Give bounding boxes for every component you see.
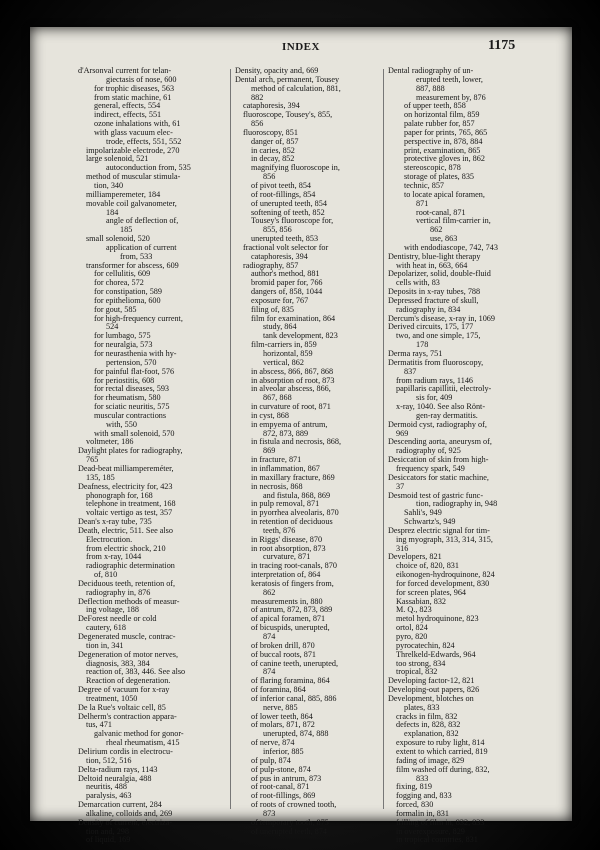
index-entry: Dercum's disease, x-ray in, 1069 — [388, 313, 495, 323]
index-entry: of broken drill, 870 — [251, 640, 315, 650]
index-entry: Density of current, electriza- — [78, 817, 173, 827]
index-entry: filing of, 835 — [251, 304, 294, 314]
index-entry: Desprez electric signal for tim- — [388, 525, 490, 535]
index-entry: fading of image, 829 — [396, 755, 465, 765]
index-entry: method of calculation, 881, — [251, 83, 341, 93]
index-entry: for periostitis, 608 — [94, 375, 155, 385]
index-entry: for epithelioma, 600 — [94, 295, 161, 305]
index-entry: pertension, 570 — [106, 357, 157, 367]
index-entry: for chorea, 572 — [94, 278, 144, 288]
index-entry: of antrum, 872, 873, 889 — [251, 605, 333, 615]
index-entry: author's method, 881 — [251, 269, 320, 279]
index-entry: radiography in, 834 — [396, 304, 461, 314]
index-entry: in tropical countries, 831 — [396, 835, 478, 845]
index-entry: in caries, 852 — [251, 145, 295, 155]
index-entry: fluoroscope, Tousey's, 855, — [243, 110, 333, 120]
index-entry: of apical foramen, 871 — [251, 614, 326, 624]
index-entry: fractional volt selector for — [243, 242, 329, 252]
index-entry: for constipation, 589 — [94, 287, 162, 297]
index-entry: from, 533 — [120, 251, 153, 261]
index-entry: unerupted, 874, 888 — [263, 729, 329, 739]
index-entry: 867, 868 — [263, 393, 292, 403]
index-entry: autoconduction from, 535 — [106, 163, 191, 173]
index-entry: small solenoid, 520 — [86, 234, 150, 244]
index-entry: eikonogen-hydroquinone, 824 — [396, 570, 495, 580]
index-entry: 862 — [430, 225, 443, 235]
index-entry: x-ray, 1040. See also Rönt- — [396, 402, 486, 412]
index-entry: Deafness, electricity for, 423 — [78, 481, 173, 491]
index-entry: in absorption of root, 873 — [251, 375, 335, 385]
index-entry: tion, radiography in, 948 — [416, 499, 498, 509]
index-entry: 874 — [263, 632, 276, 641]
index-entry: of roots of crowned tooth, — [251, 800, 337, 810]
index-entry: voltaic vertigo as test, 357 — [86, 508, 173, 518]
index-entry: Delherm's contraction appara- — [78, 711, 177, 721]
index-entry: tus, 471 — [86, 720, 112, 730]
index-entry: 856 — [263, 172, 276, 182]
index-entry: 874 — [263, 667, 276, 677]
index-entry: in overexposure, 829 — [396, 826, 465, 836]
index-entry: cracks in film, 832 — [396, 711, 458, 721]
index-entry: Desiccators for static machine, — [388, 472, 489, 482]
index-entry: 871 — [416, 198, 429, 208]
index-entry: tion and, 298 — [86, 826, 129, 836]
index-entry: Developers, 821 — [388, 552, 442, 562]
index-entry: tion, 512, 516 — [86, 755, 132, 765]
index-entry: vertical film-carrier in, — [416, 216, 491, 226]
index-entry: for screen plates, 964 — [396, 587, 467, 597]
index-entry: neuritis, 488 — [86, 782, 127, 792]
index-entry: of molars, 871, 872 — [251, 720, 315, 730]
index-entry: 37 — [396, 481, 405, 491]
index-entry: Deciduous teeth, retention of, — [78, 578, 176, 588]
index-entry: DeForest needle or cold — [78, 614, 157, 624]
index-entry: ortol, 824 — [396, 623, 428, 633]
index-entry: of nerve, 874 — [251, 738, 295, 748]
index-entry: tropical, 832 — [396, 667, 438, 677]
page-number: 1175 — [488, 38, 516, 53]
index-entry: fixing, 819 — [396, 782, 432, 792]
index-entry: use, 863 — [430, 234, 458, 244]
index-entry: curvature, 871 — [263, 552, 311, 562]
index-entry: of liquid, 169 — [86, 835, 131, 845]
index-entry: gen-ray dermatitis. — [416, 410, 478, 420]
index-entry: 765 — [86, 455, 99, 465]
index-entry: exposure for, 767 — [251, 295, 309, 305]
index-entry: frilling of film in, 832, 833 — [396, 817, 485, 827]
index-entry: plates, 833 — [404, 702, 440, 712]
index-entry: ozone inhalations with, 61 — [94, 119, 181, 129]
index-entry: general, effects, 554 — [94, 101, 161, 111]
index-entry: Daylight plates for radiography, — [78, 446, 183, 456]
index-entry: of buccal roots, 871 — [251, 649, 317, 659]
index-entry: root-canal, 871 — [416, 207, 466, 217]
index-entry: Desmoid test of gastric func- — [388, 490, 484, 500]
index-entry: application of current — [106, 242, 177, 252]
index-entry: for sciatic neuritis, 575 — [94, 402, 170, 412]
index-entry: in Riggs' disease, 870 — [251, 534, 323, 544]
index-entry: Development, blotches on — [388, 693, 474, 703]
index-entry: from electric shock, 210 — [86, 543, 166, 553]
index-entry: erupted teeth, lower, — [416, 74, 483, 84]
index-entry: Threlkeld-Edwards, 964 — [396, 649, 476, 659]
book-page — [30, 27, 572, 845]
index-entry: in decay, 852 — [251, 154, 295, 164]
index-entry: forced, 830 — [396, 800, 434, 810]
index-entry: papillaris capillitii, electroly- — [396, 384, 492, 394]
index-entry: for lumbago, 575 — [94, 331, 151, 341]
index-entry: diagnosis, 383, 384 — [86, 658, 150, 668]
index-entry: in pulp removal, 871 — [251, 499, 320, 509]
index-entry: 862 — [263, 587, 276, 597]
index-entry: of root-fillings, 854 — [251, 189, 316, 199]
index-entry: with endodiascope, 742, 743 — [404, 242, 498, 252]
index-entry: of upper teeth, 858 — [404, 101, 466, 111]
index-entry: measurements in, 880 — [251, 596, 323, 606]
index-entry: De la Rue's voltaic cell, 85 — [78, 702, 166, 712]
index-entry: Delta-radium rays, 1143 — [78, 764, 158, 774]
index-entry: for forced development, 830 — [396, 578, 490, 588]
index-entry: Deposits in x-ray tubes, 788 — [388, 287, 481, 297]
index-entry: of temporary tooth, 875 — [251, 817, 329, 827]
index-entry: 524 — [106, 322, 119, 332]
index-entry: impolarizable electrode, 270 — [86, 145, 180, 155]
index-entry: print, examination, 865 — [404, 145, 481, 155]
index-entry: magnifying fluoroscope in, — [251, 163, 340, 173]
index-entry: cataphoresis, 394 — [243, 101, 300, 111]
index-entry: Death, electric, 511. See also — [78, 525, 173, 535]
index-entry: of foramina, 864 — [251, 685, 306, 695]
index-entry: angle of deflection of, — [106, 216, 179, 226]
index-entry: tion, 340 — [94, 180, 124, 190]
index-entry: film for examination, 864 — [251, 313, 336, 323]
index-entry: tion in, 341 — [86, 640, 124, 650]
index-entry: fluoroscopy, 851 — [243, 127, 298, 137]
index-entry: dangers of, 858, 1044 — [251, 287, 323, 297]
index-entry: radiography of, 925 — [396, 446, 461, 456]
index-entry: danger of, 857 — [251, 136, 299, 146]
index-entry: 178 — [416, 340, 429, 350]
index-entry: interpretation of, 864 — [251, 570, 321, 580]
index-entry: with small solenoid, 570 — [94, 428, 175, 438]
index-entry: Schwartz's, 949 — [404, 517, 456, 527]
index-entry: perspective in, 878, 884 — [404, 136, 483, 146]
index-entry: for high-frequency current, — [94, 313, 183, 323]
index-entry: exposure to ruby light, 814 — [396, 738, 485, 748]
index-entry: ing voltage, 188 — [86, 605, 139, 615]
index-entry: for cellulitis, 609 — [94, 269, 151, 279]
index-entry: 869 — [263, 446, 276, 456]
index-entry: sis for, 409 — [416, 393, 453, 403]
index-entry: Dean's x-ray tube, 735 — [78, 517, 152, 527]
index-entry: Tousey's fluoroscope for, — [251, 216, 334, 226]
index-entry: phonograph for, 168 — [86, 490, 153, 500]
index-entry: of root-fillings, 869 — [251, 791, 316, 801]
index-entry: method of muscular stimula- — [86, 172, 181, 182]
index-entry: in necrosis, 868 — [251, 481, 303, 491]
index-column-middle — [235, 67, 413, 836]
index-entry: 872, 873, 889 — [263, 428, 309, 438]
index-entry: in inflammation, 867 — [251, 463, 320, 473]
index-entry: in retention of deciduous — [251, 517, 333, 527]
index-entry: study, 864 — [263, 322, 297, 332]
index-entry: telephone in treatment, 168 — [86, 499, 176, 509]
index-entry: to locate apical foramen, — [404, 189, 485, 199]
index-entry: Electrocution. — [86, 534, 133, 544]
index-entry: defects in, 828, 832 — [396, 720, 461, 730]
index-entry: paper for prints, 765, 865 — [404, 127, 488, 137]
index-entry: 316 — [396, 543, 409, 553]
index-entry: vertical, 862 — [263, 357, 304, 367]
index-entry: with heat in, 663, 664 — [396, 260, 468, 270]
index-entry: rheal rheumatism, 415 — [106, 738, 180, 748]
index-entry: in tracing root-canals, 870 — [251, 561, 337, 571]
index-entry: cataphoresis, 394 — [251, 251, 308, 261]
index-entry: large solenoid, 521 — [86, 154, 149, 164]
index-entry: in maxillary fracture, 869 — [251, 472, 335, 482]
index-entry: choice of, 820, 831 — [396, 561, 459, 571]
index-entry: unerupted teeth, 853 — [251, 234, 319, 244]
index-entry: Deltoid neuralgia, 488 — [78, 773, 152, 783]
index-column-right — [388, 67, 558, 845]
index-entry: film-carriers in, 859 — [251, 340, 317, 350]
index-entry: in empyema of antrum, — [251, 419, 328, 429]
index-entry: cautery, 618 — [86, 623, 126, 633]
index-entry: pyrocatechin, 824 — [396, 640, 455, 650]
index-entry: Sahli's, 949 — [404, 508, 442, 518]
index-entry: protective gloves in, 862 — [404, 154, 485, 164]
index-entry: in fracture, 871 — [251, 455, 302, 465]
index-entry: 969 — [396, 428, 409, 438]
index-entry: 135, 185 — [86, 472, 115, 482]
index-entry: in curvature of root, 871 — [251, 402, 331, 412]
index-entry: storage of plates, 835 — [404, 172, 475, 182]
index-entry: in cyst, 868 — [251, 410, 289, 420]
index-entry: explanation, 832 — [404, 729, 459, 739]
index-entry: measurement by, 876 — [416, 92, 486, 102]
page-header — [30, 38, 572, 61]
index-entry: treatment, 1050 — [86, 693, 138, 703]
index-entry: of pivot teeth, 854 — [251, 180, 312, 190]
index-entry: in alveolar abscess, 866, — [251, 384, 331, 394]
index-entry: of root-canal, 871 — [251, 782, 310, 792]
index-entry: Depolarizer, solid, double-fluid — [388, 269, 491, 279]
index-entry: radiographic determination — [86, 561, 175, 571]
index-entry: alkaline, colloids and, 269 — [86, 808, 173, 818]
index-entry: of unerupted teeth, 854 — [251, 198, 327, 208]
index-entry: radiography, 857 — [243, 260, 299, 270]
index-entry: in fistula and necrosis, 868, — [251, 437, 342, 447]
index-entry: softening of teeth, 852 — [251, 207, 325, 217]
index-entry: too strong, 834 — [396, 658, 446, 668]
index-entry: 184 — [106, 207, 119, 217]
index-entry: radiography in, 876 — [86, 587, 151, 597]
index-entry: of canine teeth, unerupted, — [251, 658, 339, 668]
index-entry: of flaring foramina, 864 — [251, 676, 330, 686]
index-entry: Derma rays, 751 — [388, 349, 443, 358]
index-entry: of bicuspids, unerupted, — [251, 623, 330, 633]
index-entry: for rheumatism, 580 — [94, 393, 161, 403]
index-entry: keratosis of fingers from, — [251, 578, 334, 588]
index-entry: pyro, 820 — [396, 632, 428, 641]
index-entry: Descending aorta, aneurysm of, — [388, 437, 492, 447]
index-entry: for neuralgia, 573 — [94, 340, 153, 350]
index-entry: with glass vacuum elec- — [94, 127, 173, 137]
index-entry: voltmeter, 186 — [86, 437, 134, 447]
index-entry: Dental arch, permanent, Tousey — [235, 74, 340, 84]
index-entry: Density, opacity and, 669 — [235, 66, 319, 75]
index-entry: trode, effects, 551, 552 — [106, 136, 182, 146]
index-entry: stereoscopic, 878 — [404, 163, 461, 173]
index-entry: indirect, effects, 551 — [94, 110, 162, 120]
index-entry: Developing factor-12, 821 — [388, 676, 475, 686]
index-entry: Degree of vacuum for x-ray — [78, 685, 170, 695]
index-entry: inferior, 885 — [263, 746, 304, 756]
index-entry: Deflection methods of measur- — [78, 596, 180, 606]
index-entry: for rectal diseases, 593 — [94, 384, 170, 394]
index-entry: Delirium cordis in electrocu- — [78, 746, 173, 756]
index-entry: of, 810 — [94, 570, 118, 580]
index-entry: for neurasthenia with hy- — [94, 349, 177, 358]
index-entry: two, and one simple, 175, — [396, 331, 481, 341]
index-entry: from x-ray, 1044 — [86, 552, 142, 562]
index-entry: and fistula, 868, 869 — [263, 490, 331, 500]
index-entry: reaction of, 383, 446. See also — [86, 667, 186, 677]
index-entry: 887, 888 — [416, 83, 445, 93]
index-entry: Reaction of degeneration. — [86, 676, 171, 686]
index-entry: from static machine, 61 — [94, 92, 172, 102]
index-entry: for painful flat-foot, 576 — [94, 366, 175, 376]
index-entry: galvanic method for gonor- — [94, 729, 184, 739]
index-entry: for trophic diseases, 563 — [94, 83, 175, 93]
index-column-left — [78, 67, 258, 845]
index-entry: Demarcation current, 284 — [78, 800, 162, 810]
index-entry: Dermatitis from fluoroscopy, — [388, 357, 484, 367]
index-entry: extent to which carried, 819 — [396, 746, 488, 756]
index-entry: 837 — [404, 366, 417, 376]
index-entry: Dermoid cyst, radiography of, — [388, 419, 487, 429]
index-entry: Dental radiography of un- — [388, 66, 474, 75]
index-entry: Degeneration of motor nerves, — [78, 649, 179, 659]
index-entry: Dentistry, blue-light therapy — [388, 251, 481, 261]
index-entry: of pulp-stone, 874 — [251, 764, 311, 774]
index-entry: in root absorption, 873 — [251, 543, 326, 553]
index-entry: giectasis of nose, 600 — [106, 74, 177, 84]
index-entry: of unerupted teeth, 874 — [251, 826, 327, 836]
index-entry: cells with, 83 — [396, 278, 440, 288]
index-entry: of inferior canal, 885, 886 — [251, 693, 337, 703]
index-entry: 856 — [251, 119, 264, 129]
index-entry: Derived circuits, 175, 177 — [388, 322, 474, 332]
index-entry: palate rubber for, 857 — [404, 119, 475, 129]
index-entry: ing myograph, 313, 314, 315, — [396, 534, 493, 544]
index-entry: Dead-beat milliampereméter, — [78, 463, 174, 473]
index-entry: of lower teeth, 864 — [251, 711, 313, 721]
index-entry: transformer for abscess, 609 — [86, 260, 179, 270]
index-entry: formalin in, 831 — [396, 808, 449, 818]
index-entry: in abscess, 866, 867, 868 — [251, 366, 334, 376]
index-entry: Kassabian, 832 — [396, 596, 447, 606]
index-entry: in pyorrhea alveolaris, 870 — [251, 508, 339, 518]
index-entry: tank development, 823 — [263, 331, 338, 341]
index-entry: bromid paper for, 766 — [251, 278, 323, 288]
index-entry: 873 — [263, 808, 276, 818]
index-entry: Desiccation of skin from high- — [388, 455, 489, 465]
index-entry: horizontal, 859 — [263, 349, 313, 358]
index-entry: of pus in antrum, 873 — [251, 773, 322, 783]
page-title: INDEX — [282, 41, 320, 53]
index-entry: M. Q., 823 — [396, 605, 432, 615]
index-entry: Developing-out papers, 826 — [388, 685, 480, 695]
index-entry: on horizontal film, 859 — [404, 110, 480, 120]
index-entry: nerve, 885 — [263, 702, 298, 712]
index-entry: from radium rays, 1146 — [396, 375, 474, 385]
index-entry: 185 — [120, 225, 133, 235]
index-entry: metol hydroquinone, 823 — [396, 614, 479, 624]
index-entry: paralysis, 463 — [86, 791, 132, 801]
index-entry: teeth, 876 — [263, 525, 296, 535]
index-entry: d'Arsonval current for telan- — [78, 66, 172, 75]
index-entry: milliamperemeter, 184 — [86, 189, 161, 199]
index-entry: 833 — [416, 773, 429, 783]
index-entry: for gout, 585 — [94, 304, 137, 314]
index-entry: film washed off during, 832, — [396, 764, 490, 774]
index-entry: 882 — [251, 92, 264, 102]
index-entry: of pulp, 874 — [251, 755, 291, 765]
index-entry: technic, 857 — [404, 180, 445, 190]
index-entry: with, 550 — [106, 419, 137, 429]
index-entry: frequency spark, 549 — [396, 463, 465, 473]
index-entry: Depressed fracture of skull, — [388, 295, 479, 305]
index-entry: fogging and, 833 — [396, 791, 452, 801]
index-entry: 855, 856 — [263, 225, 292, 235]
index-entry: muscular contractions — [94, 410, 167, 420]
index-entry: movable coil galvanometer, — [86, 198, 177, 208]
index-entry: Degenerated muscle, contrac- — [78, 632, 176, 641]
